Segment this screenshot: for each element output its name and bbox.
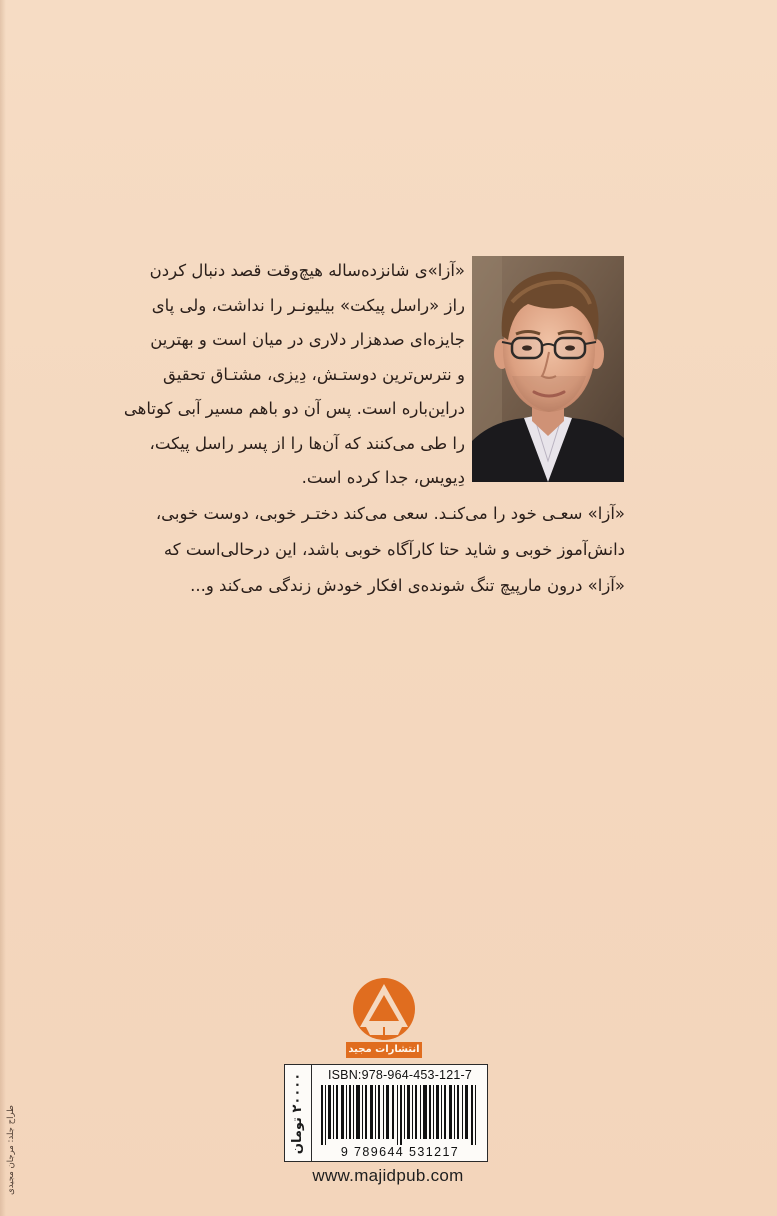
barcode-bars xyxy=(317,1085,483,1145)
blurb-line: دِیویس، جدا کرده است. xyxy=(301,468,465,487)
isbn-barcode-box xyxy=(284,1064,488,1162)
blurb-paragraph-full xyxy=(120,496,625,604)
cover-designer-text: طراح جلد: مرجان مجیدی xyxy=(6,1105,17,1195)
author-portrait-illustration xyxy=(472,256,624,482)
blurb-line: را طی می‌کنند که آن‌ها را از پسر راسل پیکت، xyxy=(149,433,465,453)
blurb-line: دانش‌آموز خوبی و شاید حتا کارآگاه خوبی باشد، این درحالی‌است که xyxy=(163,540,625,559)
blurb-line: و نترس‌ترین دوستـش، دِیزی، مشتـاق تحقیق xyxy=(163,364,465,384)
blurb-line: «آزا»ی شانزده‌ساله هیچ‌وقت قصد دنبال کردن xyxy=(149,261,465,280)
isbn-number: ISBN:978-964-453-121-7 xyxy=(327,1068,473,1082)
price-cell xyxy=(285,1065,312,1161)
publisher-website: www.majidpub.com xyxy=(312,1166,464,1185)
blurb-line: دراین‌باره است. پس آن دو باهم مسیر آبی کوتاهی xyxy=(123,399,465,418)
blurb-line: «آزا» درون مارپیچ تنگ شونده‌ی افکار خودش زندگی می‌کند و... xyxy=(190,576,625,595)
spine-edge-shadow xyxy=(0,0,6,1216)
price-label: ۲۰۰۰۰ تومان xyxy=(290,1072,306,1154)
cover-designer-credit xyxy=(4,1105,18,1195)
publisher-emblem-icon xyxy=(344,975,424,1045)
barcode-digits: 9 789644 531217 xyxy=(340,1145,460,1159)
publisher-name: انتشارات مجید xyxy=(346,1042,422,1058)
blurb-line: جایزه‌ای صدهزار دلاری در میان است و بهترین xyxy=(150,330,465,349)
blurb-paragraph-wrapped xyxy=(120,254,465,496)
blurb-line: راز «راسل پیکت» بیلیونـر را نداشت، ولی پای xyxy=(151,295,465,315)
blurb-line: «آزا» سعـی خود را می‌کنـد. سعی می‌کند دختـر خوبی، دوست خوبی، xyxy=(155,504,625,523)
author-photo xyxy=(472,256,624,482)
